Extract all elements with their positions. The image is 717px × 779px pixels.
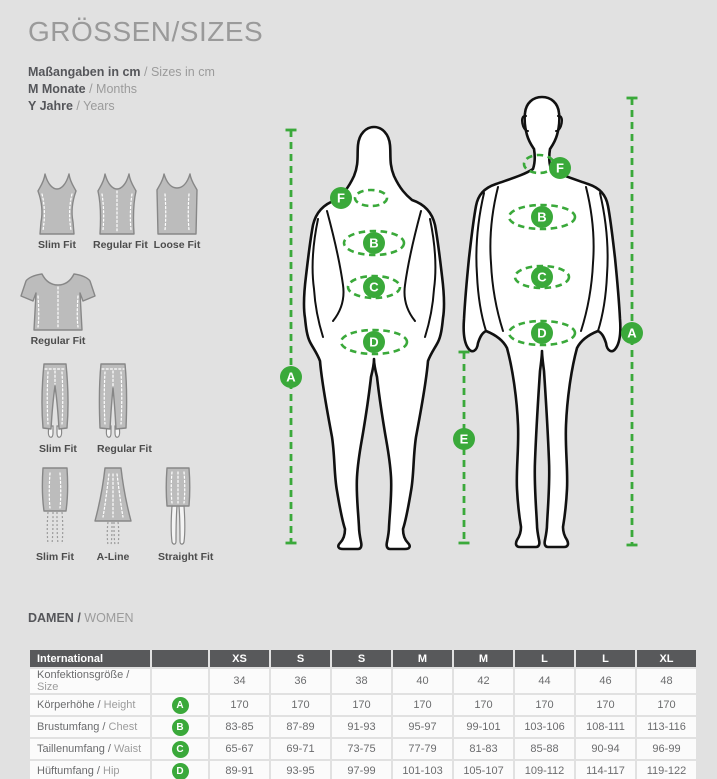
- table-row: [29, 694, 697, 716]
- size-value: 103-106: [514, 716, 575, 738]
- fit-label: Loose Fit: [153, 239, 201, 251]
- skirt-straight-icon: [158, 466, 198, 548]
- svg-text:C: C: [537, 269, 547, 285]
- size-value: 40: [392, 668, 453, 694]
- table-row: [29, 668, 697, 694]
- body-measurement-diagram: [270, 85, 717, 600]
- marker-b-female: [363, 232, 385, 254]
- size-value: 119-122: [636, 760, 697, 779]
- column-header-l: L: [575, 649, 636, 668]
- svg-text:F: F: [556, 160, 564, 176]
- marker-b-male: [531, 206, 553, 228]
- row-marker-cell: [151, 738, 209, 760]
- row-label: [29, 716, 151, 738]
- fit-pants-regular: [97, 362, 152, 455]
- size-value: 105-107: [453, 760, 514, 779]
- marker-badge-b: B: [172, 719, 189, 736]
- size-value: 81-83: [453, 738, 514, 760]
- size-value: 87-89: [270, 716, 331, 738]
- size-value: 69-71: [270, 738, 331, 760]
- legend-line-months: M Monate / Months: [28, 82, 138, 96]
- fit-label: Regular Fit: [30, 335, 86, 347]
- section-title-de: DAMEN: [28, 611, 74, 625]
- marker-badge-d: D: [172, 763, 189, 779]
- svg-text:C: C: [369, 279, 379, 295]
- svg-text:F: F: [337, 190, 345, 206]
- pants-slim-icon: [39, 362, 71, 440]
- row-label: [29, 738, 151, 760]
- svg-text:D: D: [369, 334, 379, 350]
- size-value: 114-117: [575, 760, 636, 779]
- marker-e-inseam: [453, 428, 475, 450]
- svg-text:A: A: [286, 369, 296, 385]
- column-header-spacer: [151, 649, 209, 668]
- row-label-en: Chest: [108, 721, 138, 733]
- marker-c-female: [363, 276, 385, 298]
- size-value: 91-93: [331, 716, 392, 738]
- size-value: 170: [209, 694, 270, 716]
- row-label-en: Size: [37, 681, 59, 693]
- table-row: [29, 716, 697, 738]
- height-line-female: [286, 130, 297, 543]
- row-marker-cell: [151, 668, 209, 694]
- marker-a-male: [621, 322, 643, 344]
- size-value: 65-67: [209, 738, 270, 760]
- size-value: 170: [514, 694, 575, 716]
- section-title-sep: /: [73, 611, 85, 625]
- fit-label: Slim Fit: [38, 239, 76, 251]
- marker-f-male: [549, 157, 571, 179]
- size-value: 96-99: [636, 738, 697, 760]
- size-value: 99-101: [453, 716, 514, 738]
- size-value: 109-112: [514, 760, 575, 779]
- size-value: 97-99: [331, 760, 392, 779]
- fit-label: Regular Fit: [97, 443, 152, 455]
- size-value: 89-91: [209, 760, 270, 779]
- size-value: 95-97: [392, 716, 453, 738]
- table-row: [29, 738, 697, 760]
- size-value: 44: [514, 668, 575, 694]
- size-value: 46: [575, 668, 636, 694]
- size-value: 77-79: [392, 738, 453, 760]
- legend-line-years: Y Jahre / Years: [28, 99, 115, 113]
- fit-label: Slim Fit: [39, 443, 77, 455]
- size-value: 113-116: [636, 716, 697, 738]
- fit-label: A-Line: [96, 551, 130, 563]
- tank-top-regular-icon: [93, 172, 141, 236]
- size-value: 73-75: [331, 738, 392, 760]
- fit-label: Slim Fit: [36, 551, 74, 563]
- column-header-l: L: [514, 649, 575, 668]
- row-label: [29, 694, 151, 716]
- skirt-a-line-icon: [93, 466, 133, 548]
- marker-badge-a: A: [172, 697, 189, 714]
- size-value: 170: [392, 694, 453, 716]
- svg-text:B: B: [537, 209, 547, 225]
- tank-top-loose-icon: [153, 172, 201, 236]
- legend-line-cm: Maßangaben in cm / Sizes in cm: [28, 65, 215, 79]
- size-value: 90-94: [575, 738, 636, 760]
- column-header-m: M: [453, 649, 514, 668]
- column-header-international: International: [29, 649, 151, 668]
- marker-badge-c: C: [172, 741, 189, 758]
- svg-text:A: A: [627, 325, 637, 341]
- marker-f-female: [330, 187, 352, 209]
- pants-regular-icon: [97, 362, 129, 440]
- size-value: 170: [331, 694, 392, 716]
- size-value: 170: [270, 694, 331, 716]
- page-title: GRÖSSEN/SIZES: [28, 16, 264, 47]
- section-damen-heading: [28, 611, 134, 625]
- row-label-de: Körperhöhe /: [37, 699, 104, 711]
- height-line-male: [627, 98, 638, 545]
- fit-tank-loose: [153, 172, 201, 251]
- row-label-de: Taillenumfang /: [37, 743, 115, 755]
- svg-text:E: E: [459, 431, 469, 447]
- marker-c-male: [531, 266, 553, 288]
- units-legend: [28, 64, 215, 115]
- fit-tank-slim: [33, 172, 81, 251]
- fit-skirt-slim: [35, 466, 75, 563]
- size-value: 170: [453, 694, 514, 716]
- size-value: 93-95: [270, 760, 331, 779]
- row-marker-cell: [151, 716, 209, 738]
- svg-text:D: D: [537, 325, 547, 341]
- size-value: 48: [636, 668, 697, 694]
- row-label-en: Height: [103, 699, 136, 711]
- size-value: 101-103: [392, 760, 453, 779]
- row-label-de: Brustumfang /: [37, 721, 109, 733]
- fit-shirt-regular: [20, 272, 96, 347]
- tank-top-slim-icon: [33, 172, 81, 236]
- column-header-s: S: [270, 649, 331, 668]
- size-value: 38: [331, 668, 392, 694]
- column-header-xs: XS: [209, 649, 270, 668]
- row-label-de: Hüftumfang /: [37, 765, 104, 777]
- fit-label: Regular Fit: [93, 239, 148, 251]
- damen-size-table: [28, 648, 698, 779]
- svg-text:B: B: [369, 235, 379, 251]
- table-header-row: [29, 649, 697, 668]
- row-label-de: Konfektionsgröße /: [37, 669, 130, 681]
- skirt-slim-icon: [35, 466, 75, 548]
- size-value: 108-111: [575, 716, 636, 738]
- t-shirt-regular-icon: [20, 272, 96, 332]
- size-value: 83-85: [209, 716, 270, 738]
- marker-d-female: [363, 331, 385, 353]
- fit-skirt-straight: [158, 466, 214, 563]
- size-value: 34: [209, 668, 270, 694]
- table-row: [29, 760, 697, 779]
- column-header-m: M: [392, 649, 453, 668]
- row-label: [29, 760, 151, 779]
- column-header-xl: XL: [636, 649, 697, 668]
- fit-skirt-aline: [93, 466, 133, 563]
- size-value: 170: [636, 694, 697, 716]
- size-value: 42: [453, 668, 514, 694]
- row-marker-cell: [151, 694, 209, 716]
- section-title-en: WOMEN: [84, 611, 134, 625]
- row-label-en: Waist: [114, 743, 142, 755]
- row-marker-cell: [151, 760, 209, 779]
- row-label: [29, 668, 151, 694]
- size-value: 85-88: [514, 738, 575, 760]
- marker-a-female: [280, 366, 302, 388]
- row-label-en: Hip: [103, 765, 120, 777]
- fit-pants-slim: [39, 362, 77, 455]
- size-value: 36: [270, 668, 331, 694]
- column-header-s: S: [331, 649, 392, 668]
- fit-tank-regular: [93, 172, 148, 251]
- marker-d-male: [531, 322, 553, 344]
- size-value: 170: [575, 694, 636, 716]
- fit-label: Straight Fit: [158, 551, 214, 563]
